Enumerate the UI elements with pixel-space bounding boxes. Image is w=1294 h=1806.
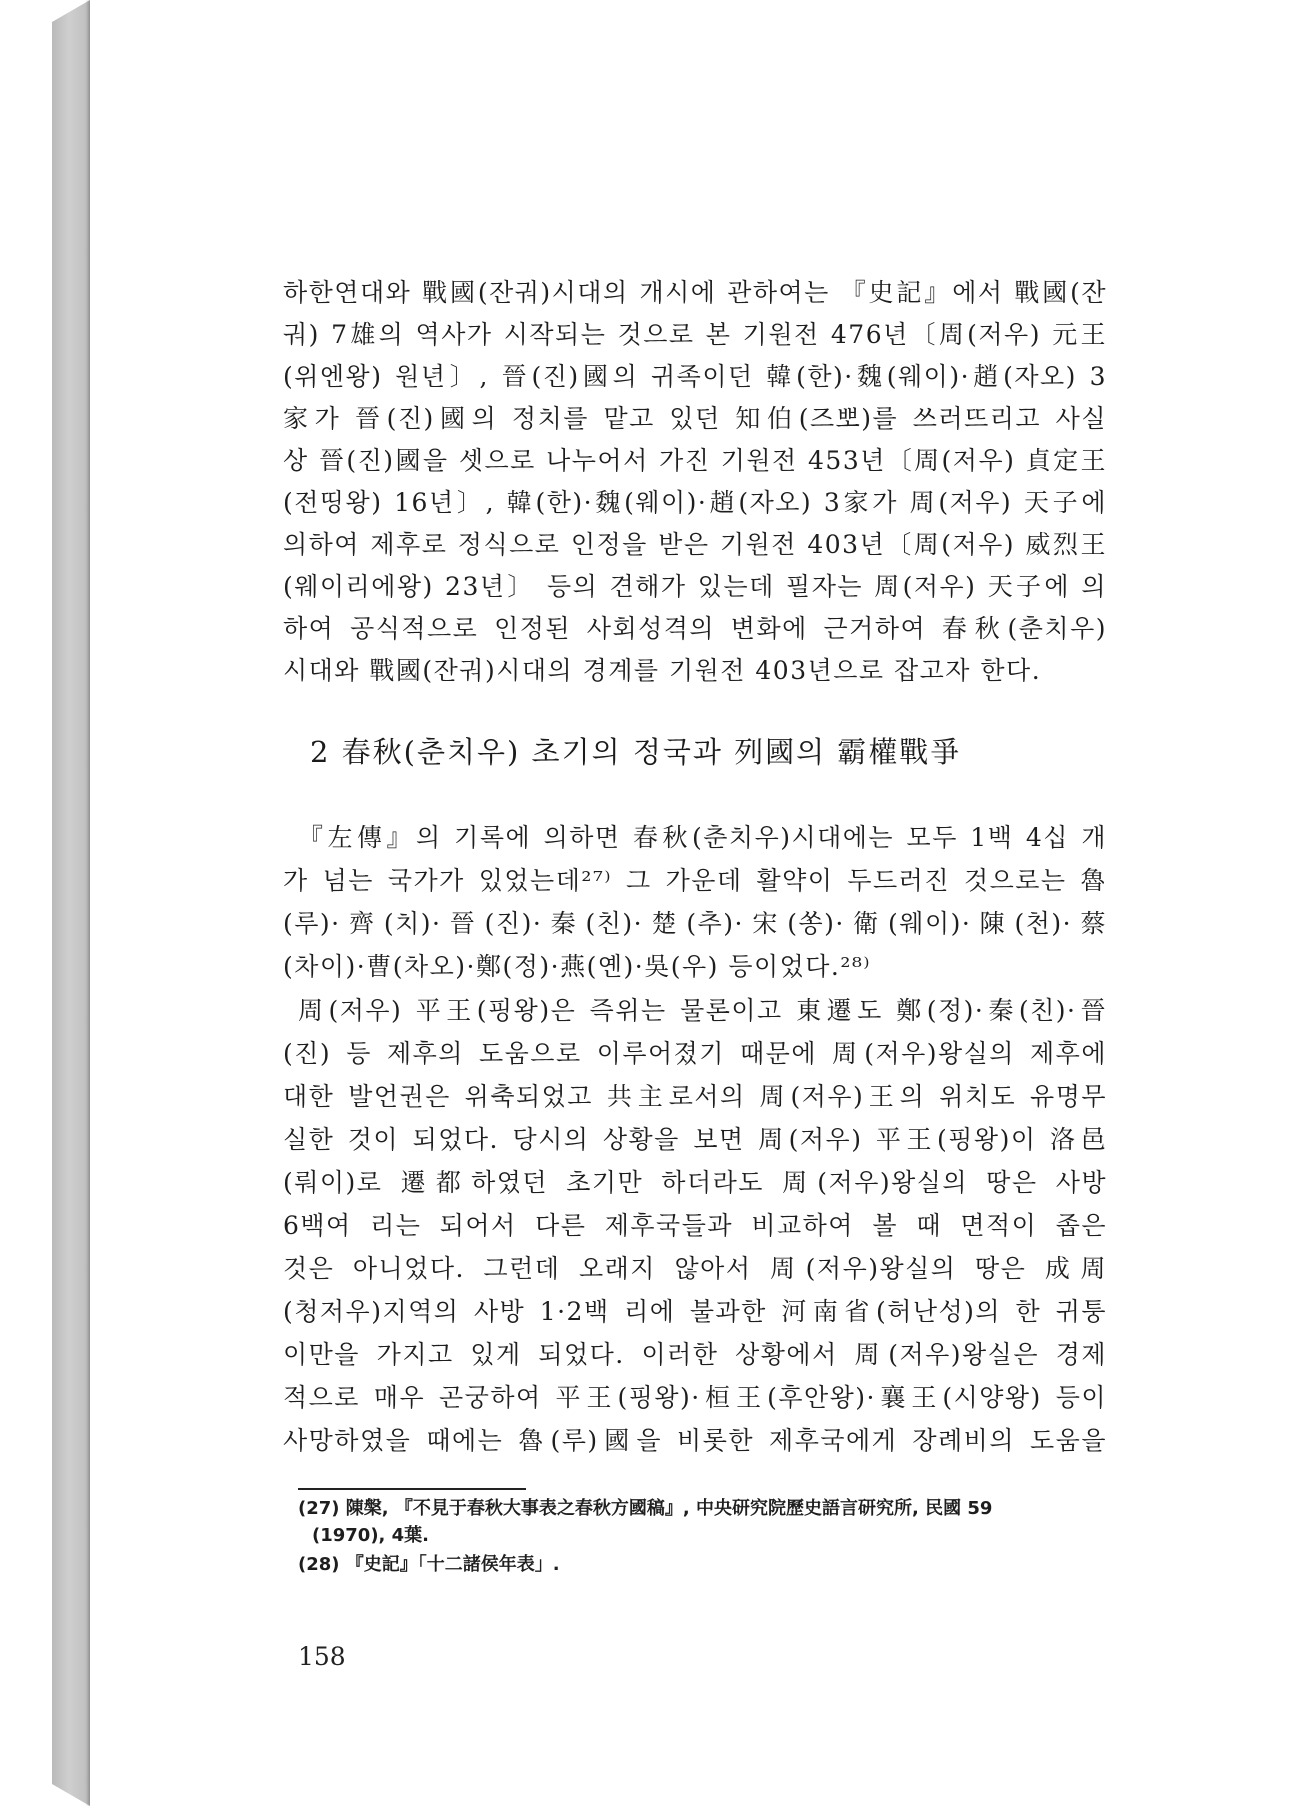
paragraph3-line-4: 실한 것이 되었다. 당시의 상황을 보면 周(저우) 平王(핑왕)이 洛邑 bbox=[283, 1125, 1107, 1154]
paragraph1-line-5: 상 晉(진)國을 셋으로 나누어서 가진 기원전 453년〔周(저우) 貞定王 bbox=[283, 446, 1107, 475]
paragraph1-line-2: 궈) 7雄의 역사가 시작되는 것으로 본 기원전 476년〔周(저우) 元王 bbox=[283, 320, 1107, 349]
paragraph3-line-7: 것은 아니었다. 그런데 오래지 않아서 周(저우)왕실의 땅은 成周 bbox=[283, 1254, 1107, 1283]
paragraph2-line-2: 가 넘는 국가가 있었는데²⁷⁾ 그 가운데 활약이 두드러진 것으로는 魯 bbox=[283, 866, 1107, 895]
paragraph1-line-4: 家가 晉(진)國의 정치를 맡고 있던 知伯(즈뽀)를 쓰러뜨리고 사실 bbox=[283, 404, 1107, 433]
footnote-28: (28) 『史記』「十二諸侯年表」. bbox=[298, 1554, 560, 1575]
paragraph1-line-3: (위엔왕) 원년〕, 晉(진)國의 귀족이던 韓(한)·魏(웨이)·趙(자오) 3 bbox=[283, 362, 1107, 391]
paragraph1-line-7: 의하여 제후로 정식으로 인정을 받은 기원전 403년〔周(저우) 威烈王 bbox=[283, 530, 1107, 559]
page-number: 158 bbox=[298, 1642, 346, 1671]
paragraph3-line-3: 대한 발언권은 위축되었고 共主로서의 周(저우)王의 위치도 유명무 bbox=[283, 1082, 1107, 1111]
paragraph2-line-4: (차이)·曹(차오)·鄭(정)·燕(옌)·吳(우) 등이었다.²⁸⁾ bbox=[283, 952, 872, 981]
paragraph2-line-1: 『左傳』의 기록에 의하면 春秋(춘치우)시대에는 모두 1백 4십 개 bbox=[298, 823, 1107, 852]
paragraph3-line-6: 6백여 리는 되어서 다른 제후국들과 비교하여 볼 때 면적이 좁은 bbox=[283, 1211, 1107, 1240]
paragraph1-line-9: 하여 공식적으로 인정된 사회성격의 변화에 근거하여 春秋(춘치우) bbox=[283, 614, 1107, 643]
footnote-27: (27) 陳槃, 『不見于春秋大事表之春秋方國稿』, 中央研究院歷史語言研究所, 民國 59 bbox=[298, 1498, 993, 1519]
footnote-separator bbox=[298, 1488, 526, 1490]
paragraph1-line-1: 하한연대와 戰國(잔궈)시대의 개시에 관하여는 『史記』에서 戰國(잔 bbox=[283, 278, 1107, 307]
paragraph3-line-5: (뤄이)로 遷都하였던 초기만 하더라도 周(저우)왕실의 땅은 사방 bbox=[283, 1168, 1107, 1197]
paragraph3-line-1: 周(저우) 平王(핑왕)은 즉위는 물론이고 東遷도 鄭(정)·秦(친)·晉 bbox=[298, 996, 1107, 1025]
paragraph3-line-2: (진) 등 제후의 도움으로 이루어졌기 때문에 周(저우)왕실의 제후에 bbox=[283, 1039, 1107, 1068]
paragraph3-line-8: (청저우)지역의 사방 1·2백 리에 불과한 河南省(허난성)의 한 귀퉁 bbox=[283, 1297, 1107, 1326]
paragraph3-line-9: 이만을 가지고 있게 되었다. 이러한 상황에서 周(저우)왕실은 경제 bbox=[283, 1340, 1107, 1369]
paragraph3-line-11: 사망하였을 때에는 魯(루)國을 비롯한 제후국에게 장례비의 도움을 bbox=[283, 1426, 1107, 1455]
paragraph2-line-3: (루)·齊(치)·晉(진)·秦(친)·楚(추)·宋(쏭)·衛(웨이)·陳(천)·蔡 bbox=[283, 909, 1107, 938]
book-spine-edge bbox=[52, 0, 90, 1806]
paragraph1-line-8: (웨이리에왕) 23년〕 등의 견해가 있는데 필자는 周(저우) 天子에 의 bbox=[283, 572, 1107, 601]
section-heading: 2 春秋(춘치우) 초기의 정국과 列國의 霸權戰爭 bbox=[310, 735, 962, 769]
footnote-27-continued: (1970), 4葉. bbox=[312, 1525, 430, 1546]
paragraph3-line-10: 적으로 매우 곤궁하여 平王(핑왕)·桓王(후안왕)·襄王(시양왕) 등이 bbox=[283, 1383, 1107, 1412]
paragraph1-line-10: 시대와 戰國(잔궈)시대의 경계를 기원전 403년으로 잡고자 한다. bbox=[283, 656, 1042, 685]
paragraph1-line-6: (전띵왕) 16년〕, 韓(한)·魏(웨이)·趙(자오) 3家가 周(저우) 天子에 bbox=[283, 488, 1107, 517]
